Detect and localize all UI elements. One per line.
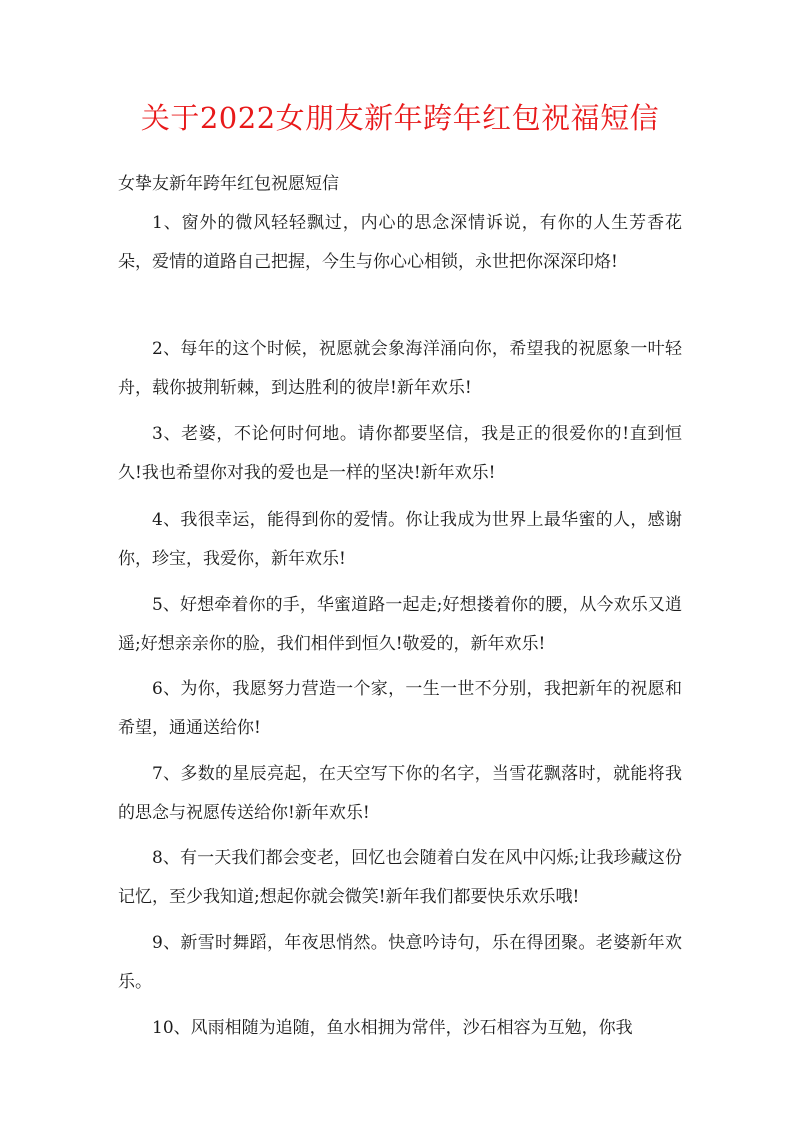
- paragraph-2: 2、每年的这个时候，祝愿就会象海洋涌向你，希望我的祝愿象一叶轻舟，载你披荆斩棘，到达胜利的彼岸!新年欢乐!: [118, 339, 682, 398]
- document-subtitle: 女挚友新年跨年红包祝愿短信: [118, 174, 339, 194]
- paragraph-6: 6、为你，我愿努力营造一个家，一生一世不分别，我把新年的祝愿和希望，通通送给你!: [118, 679, 682, 738]
- paragraph-5: 5、好想牵着你的手，华蜜道路一起走;好想搂着你的腰，从今欢乐又逍遥;好想亲亲你的脸，我们相伴到恒久!敬爱的，新年欢乐!: [118, 595, 682, 654]
- paragraph-7: 7、多数的星辰亮起，在天空写下你的名字，当雪花飘落时，就能将我的思念与祝愿传送给你!新年欢乐!: [118, 764, 682, 823]
- paragraph-4: 4、我很幸运，能得到你的爱情。你让我成为世界上最华蜜的人，感谢你，珍宝，我爱你，新年欢乐!: [118, 510, 682, 569]
- paragraph-8: 8、有一天我们都会变老，回忆也会随着白发在风中闪烁;让我珍藏这份记忆，至少我知道;想起你就会微笑!新年我们都要快乐欢乐哦!: [118, 848, 682, 907]
- paragraph-3: 3、老婆，不论何时何地。请你都要坚信，我是正的很爱你的!直到恒久!我也希望你对我的爱也是一样的坚决!新年欢乐!: [118, 424, 682, 483]
- paragraph-10: 10、风雨相随为追随，鱼水相拥为常伴，沙石相容为互勉，你我: [152, 1018, 633, 1038]
- document-title: 关于2022女朋友新年跨年红包祝福短信: [140, 101, 660, 135]
- paragraph-9: 9、新雪时舞蹈，年夜思悄然。快意吟诗句，乐在得团聚。老婆新年欢乐。: [118, 933, 682, 992]
- paragraph-1: 1、窗外的微风轻轻飘过，内心的思念深情诉说，有你的人生芳香花朵，爱情的道路自己把握，今生与你心心相锁，永世把你深深印烙!: [118, 213, 682, 272]
